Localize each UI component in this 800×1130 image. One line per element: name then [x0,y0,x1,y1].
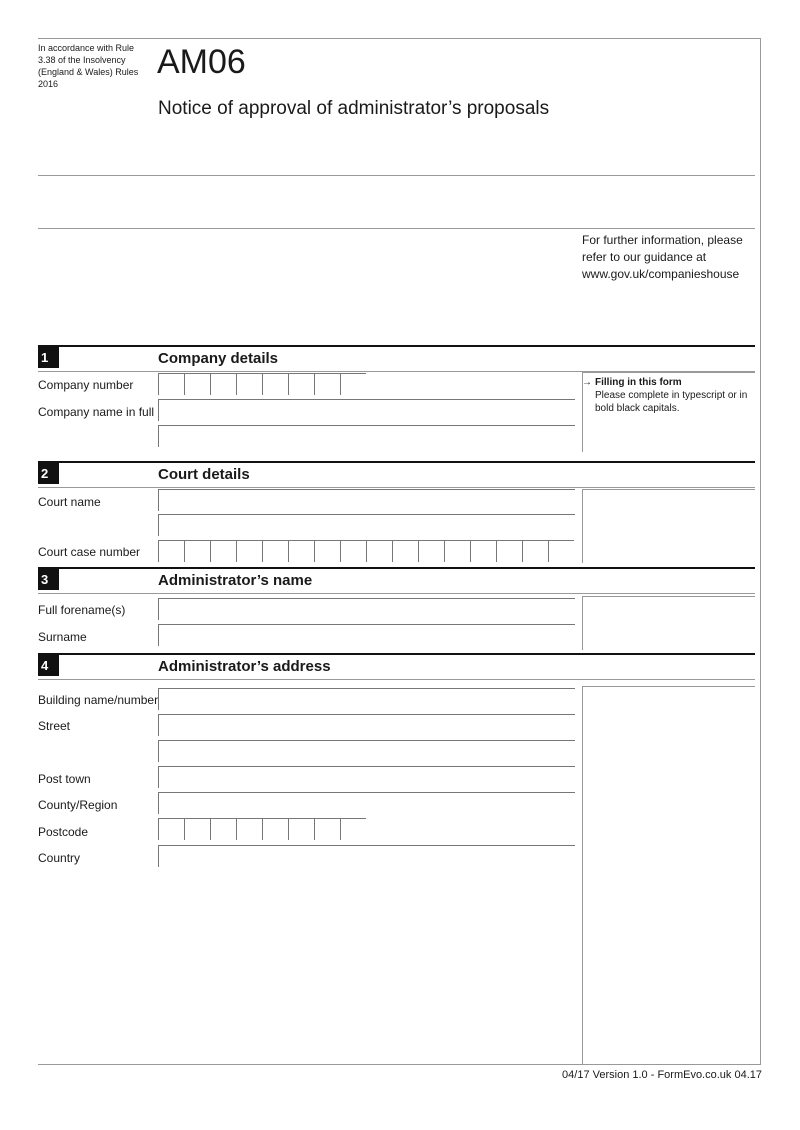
section-3-number: 3 [38,569,59,590]
char-box[interactable] [288,540,314,562]
char-box[interactable] [444,540,470,562]
street-field-line-2[interactable] [158,740,575,762]
form-code: AM06 [157,43,246,81]
section-divider [38,487,755,488]
char-box[interactable] [158,373,184,395]
char-box[interactable] [340,540,366,562]
char-box[interactable] [158,540,184,562]
section-2-title: Court details [158,466,250,483]
char-box[interactable] [210,373,236,395]
company-number-label: Company number [38,378,134,392]
char-box[interactable] [236,540,262,562]
court-name-label: Court name [38,495,101,509]
tip-body: Please complete in typescript or in bold black capitals. [595,390,748,414]
form-title: Notice of approval of administrator’s proposals [158,98,550,119]
char-box[interactable] [262,540,288,562]
char-box[interactable] [340,373,366,395]
county-label: County/Region [38,798,118,812]
char-box[interactable] [236,818,262,840]
char-box[interactable] [262,818,288,840]
filling-in-tip [582,376,757,415]
char-box[interactable] [548,540,574,562]
company-name-field-line-2[interactable] [158,425,575,447]
building-field[interactable] [158,688,575,710]
county-field[interactable] [158,792,575,814]
section-3-title: Administrator’s name [158,572,313,589]
court-name-field[interactable] [158,489,575,511]
char-box[interactable] [184,373,210,395]
postcode-input[interactable] [158,818,366,840]
header-divider [38,228,755,229]
company-name-label: Company name in full [38,405,155,419]
char-box[interactable] [366,540,392,562]
char-box[interactable] [522,540,548,562]
char-box[interactable] [314,540,340,562]
street-label: Street [38,719,71,733]
section-1-number: 1 [38,347,59,368]
building-label: Building name/number [38,693,159,707]
section-1-bar [38,345,755,347]
arrow-right-icon: → [582,377,592,388]
surname-field[interactable] [158,624,575,646]
section-2-number: 2 [38,463,59,484]
forename-label: Full forename(s) [38,603,126,617]
forename-field[interactable] [158,598,575,620]
court-case-number-label: Court case number [38,545,141,559]
header-divider [38,175,755,176]
postcode-label: Postcode [38,825,89,839]
char-box[interactable] [210,818,236,840]
char-box[interactable] [236,373,262,395]
court-name-field-line-2[interactable] [158,514,575,536]
tip-title: Filling in this form [595,377,682,388]
surname-label: Surname [38,630,87,644]
char-box[interactable] [288,818,314,840]
char-box[interactable] [184,540,210,562]
char-box[interactable] [210,540,236,562]
char-box[interactable] [496,540,522,562]
company-name-field[interactable] [158,399,575,421]
side-panel [582,489,755,563]
country-label: Country [38,851,81,865]
post-town-label: Post town [38,772,91,786]
street-field[interactable] [158,714,575,736]
court-case-number-input[interactable] [158,540,574,562]
section-4-number: 4 [38,655,59,676]
section-4-bar [38,653,755,655]
char-box[interactable] [340,818,366,840]
guidance-note: For further information, please refer to our guidance at www.gov.uk/companieshouse [582,233,743,281]
legal-reference: In accordance with Rule 3.38 of the Insolvency (England & Wales) Rules 2016 [38,43,139,89]
char-box[interactable] [184,818,210,840]
section-1-title: Company details [158,350,279,367]
section-divider [38,679,755,680]
section-4-title: Administrator’s address [158,658,331,675]
char-box[interactable] [288,373,314,395]
post-town-field[interactable] [158,766,575,788]
footer-rule [38,1064,761,1065]
char-box[interactable] [314,818,340,840]
side-panel [582,596,755,650]
section-2-bar [38,461,755,463]
version-footer: 04/17 Version 1.0 - FormEvo.co.uk 04.17 [562,1069,762,1081]
side-panel [582,686,755,1064]
char-box[interactable] [470,540,496,562]
country-field[interactable] [158,845,575,867]
char-box[interactable] [418,540,444,562]
char-box[interactable] [314,373,340,395]
company-number-input[interactable] [158,373,366,395]
char-box[interactable] [392,540,418,562]
char-box[interactable] [158,818,184,840]
char-box[interactable] [262,373,288,395]
section-3-bar [38,567,755,569]
section-divider [38,593,755,594]
